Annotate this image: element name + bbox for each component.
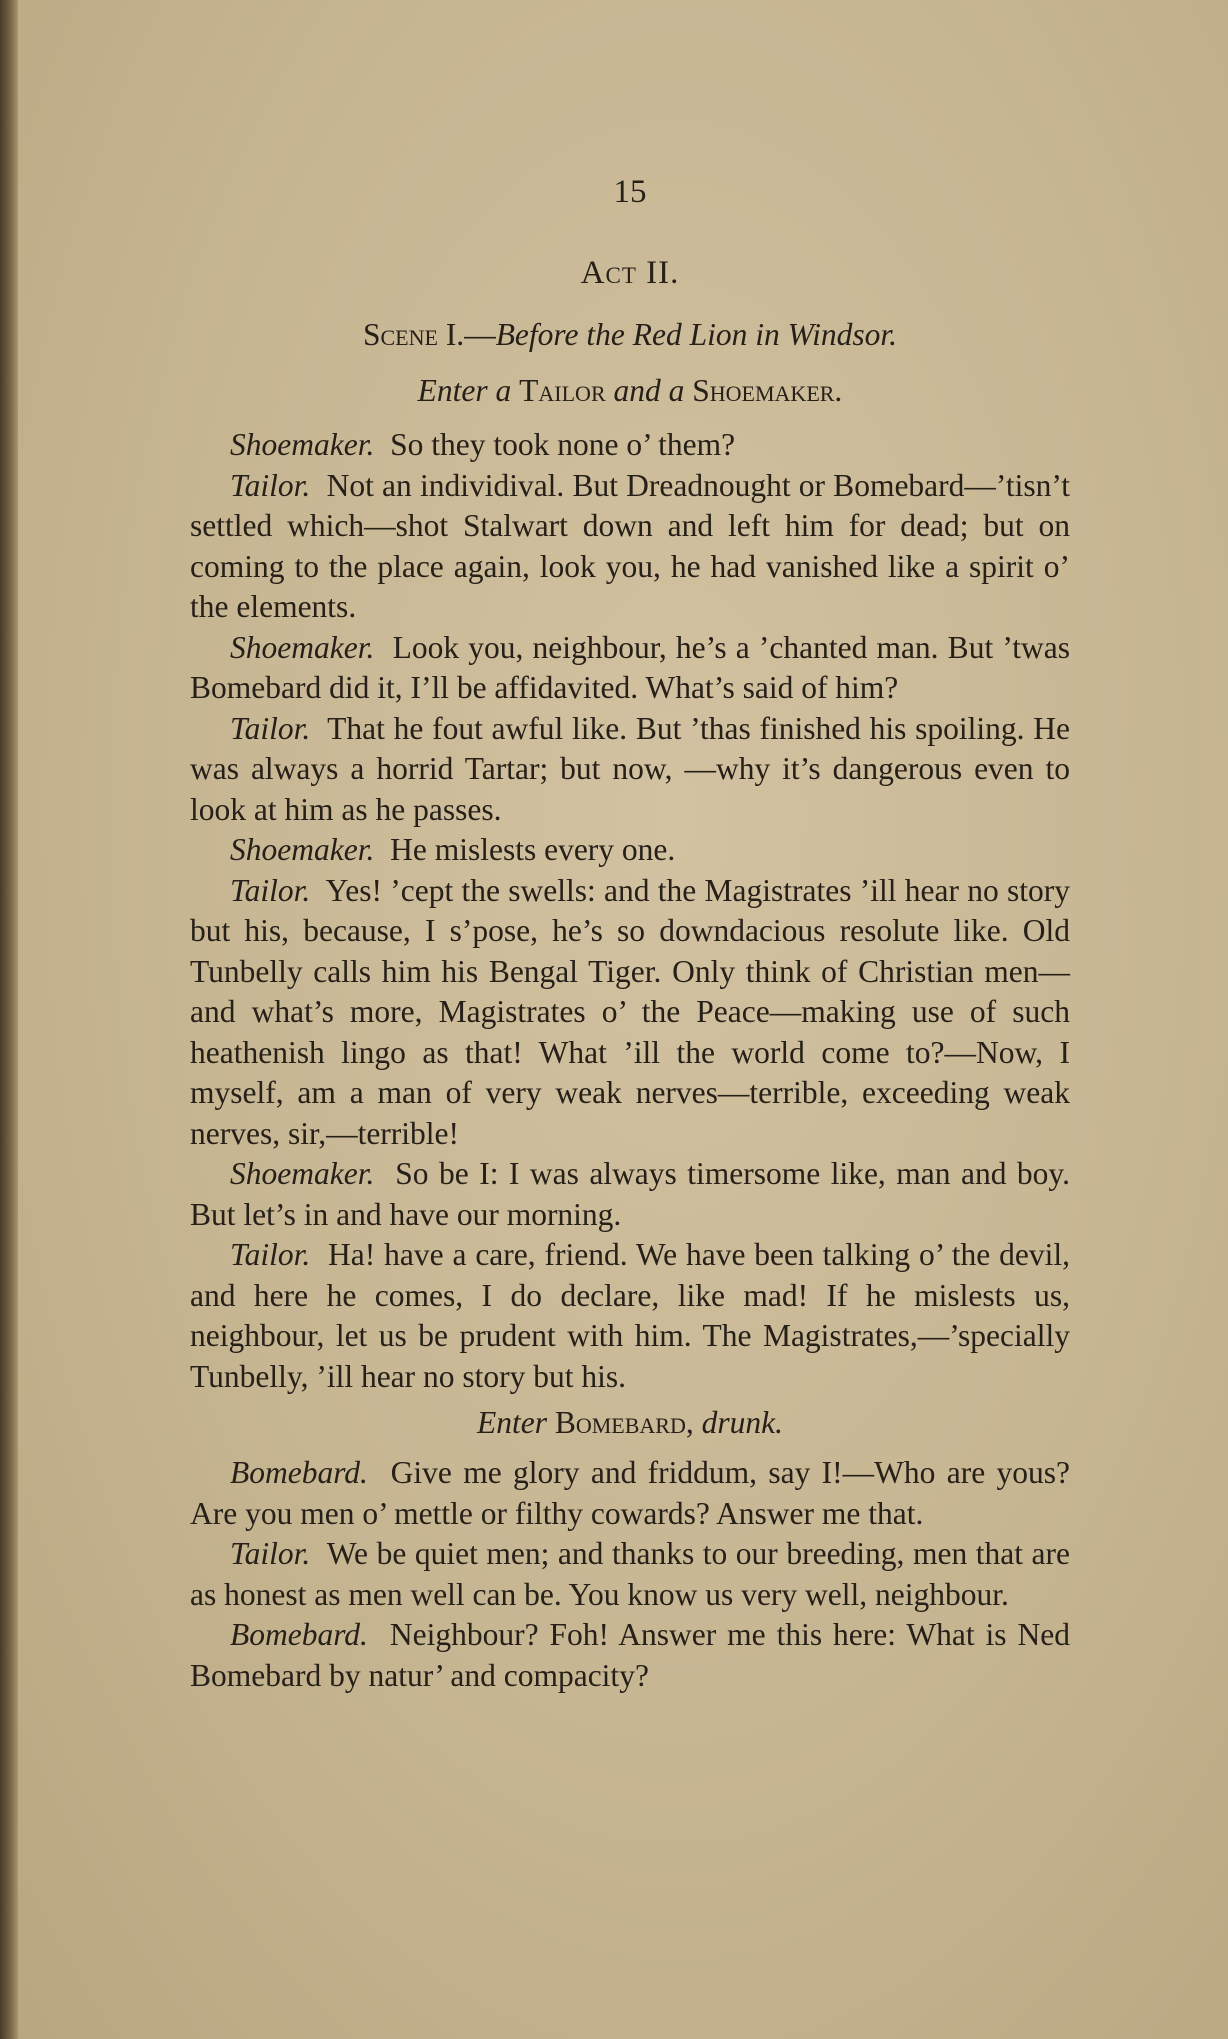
speaker-name: Tailor. [230, 467, 311, 503]
speaker-name: Tailor. [230, 1536, 311, 1571]
stage-direction-bomebard: Enter Bomebard, drunk. [476, 1405, 783, 1440]
book-spine-edge [0, 0, 18, 2039]
scene-dash: — [464, 317, 496, 352]
speech [190, 1453, 1070, 1534]
scene-location: Before the Red Lion in Windsor. [495, 317, 897, 352]
speech-text: Neighbour? Foh! Answer me this here: What is Ned Bomebard by natur’ and compacity? [190, 1617, 1070, 1693]
speech-text: Ha! have a care, friend. We have been talking o’ the devil, and here he comes, I do declare, like mad! If he mislests us, neighbour, let us be prudent with him. The Magistrates,—’specially Tunbelly, ’ill hear no story but his. [190, 1237, 1070, 1394]
scene-heading [190, 313, 1070, 357]
speech-text: That he fout awful like. But ’thas finished his spoiling. He was always a horrid Tartar; but now, —why it’s dangerous even to look at him as he passes. [190, 710, 1070, 827]
scene-label: Scene I. [362, 317, 465, 352]
speech [190, 871, 1070, 1155]
speaker-name: Shoemaker. [230, 427, 375, 462]
speaker-name: Tailor. [230, 872, 311, 908]
dialogue-part-1 [190, 425, 1070, 1397]
page-number: 15 [613, 174, 647, 210]
speech [190, 709, 1070, 831]
speaker-name: Shoemaker. [230, 629, 375, 665]
speaker-name: Bomebard. [230, 1455, 368, 1490]
speech-text: Give me glory and friddum, say I!—Who are yous? Are you men o’ mettle or filthy cowards? Answer me that. [190, 1455, 1071, 1531]
speech-text: Not an individival. But Dreadnought or Bomebard—’tisn’t settled which—shot Stalwart down and left him for dead; but on coming to the place again, look you, he had vanished like a spirit o’ the elements. [190, 467, 1071, 624]
dialogue-part-2 [190, 1453, 1070, 1696]
stage-direction: Enter a Tailor and a Shoemaker. [417, 373, 843, 408]
speaker-name: Shoemaker. [230, 1156, 375, 1191]
speech-text: He mislests every one. [390, 832, 676, 867]
speech [190, 628, 1070, 709]
speech [190, 830, 1070, 871]
speech-text: So be I: I was always timersome like, man and boy. But let’s in and have our morning. [190, 1156, 1071, 1232]
speaker-name: Bomebard. [230, 1617, 368, 1652]
page-text [190, 170, 1070, 1696]
speech-text: Yes! ’cept the swells: and the Magistrates ’ill hear no story but his, because, I s’pose, he’s so downdacious resolute like. Old Tunbelly calls him his Bengal Tiger. Only think of Christian men—and what’s more, Magistrates o’ the Peace—making use of such heathenish lingo as that! What ’ill the world come to?—Now, I myself, am a man of very weak nerves—terrible, exceeding weak nerves, sir,—terrible! [190, 872, 1070, 1151]
speaker-name: Tailor. [230, 1237, 311, 1272]
act-heading: Act II. [580, 255, 680, 291]
speech-text: Look you, neighbour, he’s a ’chanted man. But ’twas Bomebard did it, I’ll be affidavited. What’s said of him? [190, 629, 1070, 705]
speech [190, 1235, 1070, 1397]
speech [190, 1154, 1070, 1235]
speech [190, 425, 1070, 466]
speech-text: We be quiet men; and thanks to our breeding, men that are as honest as men well can be. You know us very well, neighbour. [190, 1536, 1070, 1612]
speech-text: So they took none o’ them? [390, 427, 736, 462]
speech [190, 1534, 1070, 1615]
speech [190, 1615, 1070, 1696]
speaker-name: Shoemaker. [230, 832, 375, 867]
speech [190, 466, 1070, 628]
speaker-name: Tailor. [230, 710, 311, 746]
